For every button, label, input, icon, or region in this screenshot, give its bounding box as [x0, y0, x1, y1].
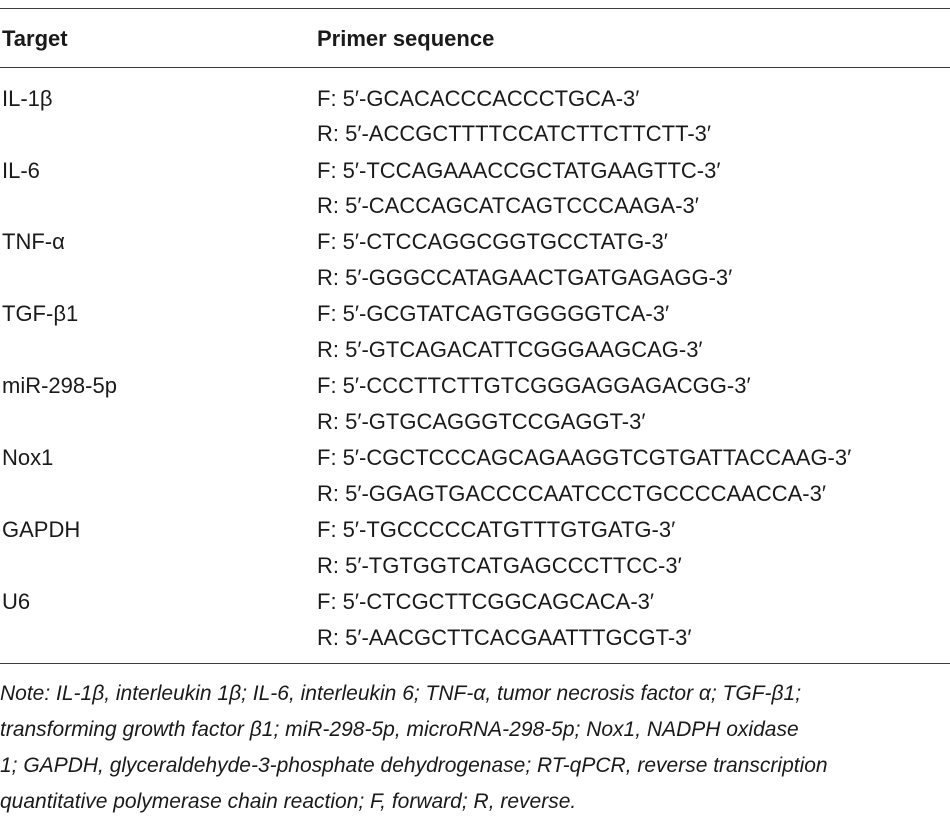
- sequence-cell: F: 5′-CGCTCCCAGCAGAAGGTCGTGATTACCAAG-3′: [317, 445, 852, 470]
- target-cell: IL-6: [2, 158, 40, 183]
- table-row: [0, 620, 950, 655]
- table-row: [0, 153, 950, 188]
- table-bottom-rule: [0, 663, 950, 664]
- sequence-cell: F: 5′-CCCTTCTTGTCGGGAGGAGACGG-3′: [317, 373, 751, 398]
- table-row: [0, 224, 950, 259]
- sequence-cell: R: 5′-GTCAGACATTCGGGAAGCAG-3′: [317, 337, 703, 362]
- sequence-cell: F: 5′-GCACACCCACCCTGCA-3′: [317, 86, 640, 111]
- sequence-cell: F: 5′-CTCCAGGCGGTGCCTATG-3′: [317, 229, 668, 254]
- target-cell: U6: [2, 589, 31, 614]
- footnote-line: quantitative polymerase chain reaction; F, forward; R, reverse.: [0, 790, 577, 813]
- target-cell: miR-298-5p: [2, 373, 117, 398]
- footnote-line: 1; GAPDH, glyceraldehyde-3-phosphate dehydrogenase; RT-qPCR, reverse transcription: [0, 754, 828, 777]
- target-cell: GAPDH: [2, 517, 81, 542]
- sequence-cell: R: 5′-ACCGCTTTTCCATCTTCTTCTT-3′: [317, 121, 712, 146]
- sequence-cell: F: 5′-CTCGCTTCGGCAGCACA-3′: [317, 589, 655, 614]
- table-footnote: [0, 676, 950, 820]
- sequence-cell: R: 5′-GGAGTGACCCCAATCCCTGCCCCAACCA-3′: [317, 481, 826, 506]
- sequence-cell: R: 5′-TGTGGTCATGAGCCCTTCC-3′: [317, 553, 682, 578]
- sequence-cell: R: 5′-AACGCTTCACGAATTTGCGT-3′: [317, 625, 692, 650]
- table-row: [0, 260, 950, 295]
- table-row: [0, 188, 950, 223]
- sequence-cell: R: 5′-GGGCCATAGAACTGATGAGAGG-3′: [317, 265, 733, 290]
- target-cell: IL-1β: [2, 86, 53, 111]
- sequence-cell: F: 5′-TGCCCCCATGTTTGTGATG-3′: [317, 517, 676, 542]
- table-row: [0, 440, 950, 475]
- table-row: [0, 512, 950, 547]
- table-row: [0, 476, 950, 511]
- footnote-line: transforming growth factor β1; miR-298-5p, microRNA-298-5p; Nox1, NADPH oxidase: [0, 718, 799, 741]
- header-rule: [0, 67, 950, 68]
- target-cell: TNF-α: [2, 229, 65, 254]
- header-target: Target: [2, 26, 68, 51]
- table-row: [0, 296, 950, 331]
- table-row: [0, 368, 950, 403]
- table-row: [0, 332, 950, 367]
- table-row: [0, 81, 950, 116]
- table-row: [0, 404, 950, 439]
- header-primer-sequence: Primer sequence: [317, 26, 495, 51]
- target-cell: TGF-β1: [2, 301, 79, 326]
- table-row: [0, 584, 950, 619]
- sequence-cell: F: 5′-TCCAGAAACCGCTATGAAGTTC-3′: [317, 158, 721, 183]
- sequence-cell: F: 5′-GCGTATCAGTGGGGGTCA-3′: [317, 301, 670, 326]
- target-cell: Nox1: [2, 445, 54, 470]
- sequence-cell: R: 5′-CACCAGCATCAGTCCCAAGA-3′: [317, 193, 699, 218]
- table-row: [0, 116, 950, 151]
- table-top-rule: [0, 8, 950, 9]
- footnote-line: Note: IL-1β, interleukin 1β; IL-6, interleukin 6; TNF-α, tumor necrosis factor α; TGF-β1;: [0, 682, 802, 705]
- sequence-cell: R: 5′-GTGCAGGGTCCGAGGT-3′: [317, 409, 646, 434]
- table-row: [0, 548, 950, 583]
